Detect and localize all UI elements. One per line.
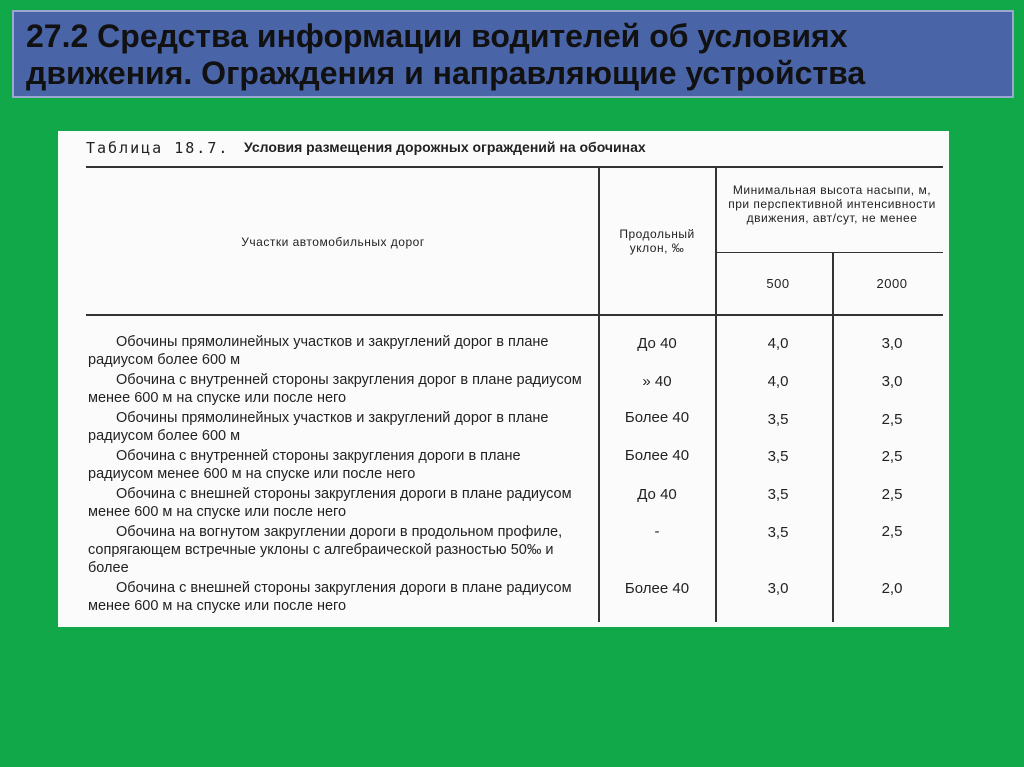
slide-title: 27.2 Средства информации водителей об условиях движения. Ограждения и направляющие устройства (26, 18, 866, 91)
row-text: Обочина с внутренней стороны закругления дорог в плане радиусом менее 600 м на спуске или после него (88, 372, 582, 406)
table-caption-label: Таблица 18.7. (86, 139, 230, 157)
header-500: 500 (766, 276, 790, 291)
row-slope: До 40 (637, 335, 677, 352)
row-text: Обочина с внешней стороны закругления дороги в плане радиусом менее 600 м на спуске или после него (88, 486, 572, 520)
table-vline-3 (832, 253, 834, 622)
row-h2000: 2,5 (881, 411, 903, 428)
header-sections: Участки автомобильных дорог (241, 235, 425, 249)
row-h2000: 3,0 (881, 335, 903, 352)
row-slope: Более 40 (624, 447, 690, 464)
row-slope: Более 40 (624, 580, 690, 597)
row-slope: До 40 (637, 486, 677, 503)
row-h2000: 2,5 (881, 486, 903, 503)
row-slope: - (654, 523, 660, 540)
row-h2000: 2,0 (881, 580, 903, 597)
row-h2000: 2,5 (881, 523, 903, 540)
row-h2000: 3,0 (881, 373, 903, 390)
row-h500: 4,0 (767, 373, 789, 390)
table-rule-header-bottom (86, 314, 943, 316)
table-rule-subheader (716, 252, 943, 253)
row-text: Обочина с внешней стороны закругления дороги в плане радиусом менее 600 м на спуске или после него (88, 580, 572, 614)
row-slope: Более 40 (624, 409, 690, 426)
row-text: Обочины прямолинейных участков и закруглений дорог в плане радиусом более 600 м (88, 334, 549, 368)
table-rule-top (86, 166, 943, 168)
table-scan (58, 131, 949, 627)
row-h500: 3,5 (767, 448, 789, 465)
table-caption-title: Условия размещения дорожных ограждений на обочинах (244, 139, 646, 155)
table-vline-2 (715, 168, 717, 622)
row-h500: 4,0 (767, 335, 789, 352)
slide-title-bar (12, 10, 1014, 98)
row-text: Обочина на вогнутом закруглении дороги в продольном профиле, сопрягающем встречные уклоны с алгебраической разностью 50‰ и более (88, 524, 563, 576)
row-text: Обочины прямолинейных участков и закруглений дорог в плане радиусом более 600 м (88, 410, 549, 444)
row-h500: 3,0 (767, 580, 789, 597)
row-text: Обочина с внутренней стороны закругления дороги в плане радиусом менее 600 м на спуске или после него (88, 448, 521, 482)
row-slope: » 40 (642, 373, 672, 390)
row-h2000: 2,5 (881, 448, 903, 465)
table-vline-1 (598, 168, 600, 622)
row-h500: 3,5 (767, 486, 789, 503)
header-2000: 2000 (876, 276, 908, 291)
header-min-height: Минимальная высота насыпи, м, при перспективной интенсивности движения, авт/сут, не менее (728, 183, 936, 225)
row-h500: 3,5 (767, 524, 789, 541)
row-h500: 3,5 (767, 411, 789, 428)
header-slope: Продольный уклон, ‰ (619, 227, 695, 255)
